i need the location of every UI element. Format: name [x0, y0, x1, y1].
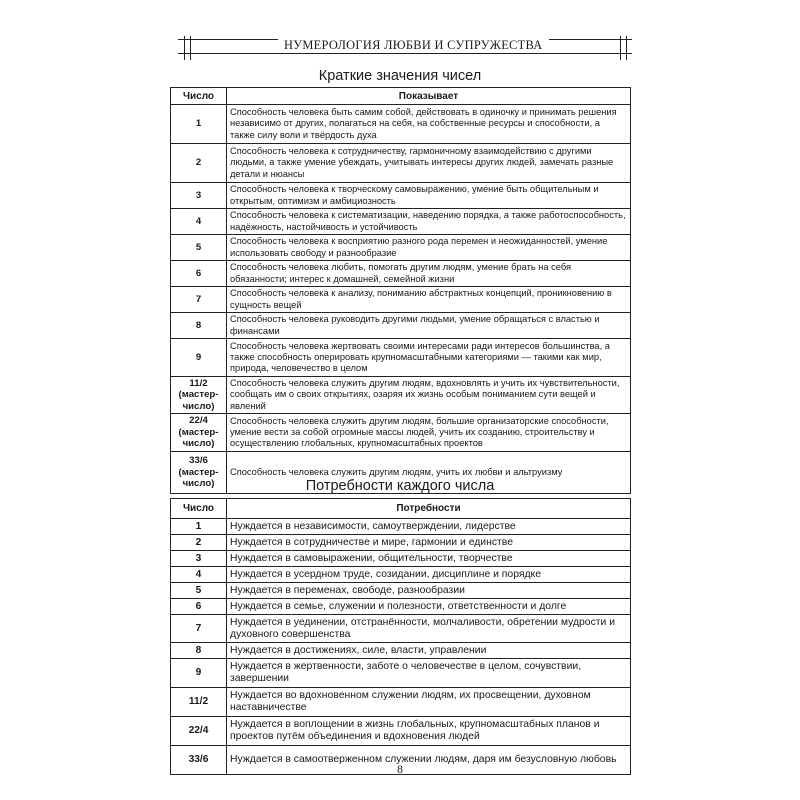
table-row [171, 551, 631, 567]
row-number: 22/4 (мастер-число) [171, 414, 227, 452]
table-row [171, 615, 631, 643]
row-number: 6 [171, 599, 227, 615]
row-text: Способность человека руководить другими людьми, умение обращаться с властью и финансами [227, 313, 631, 339]
table-header-row [171, 88, 631, 105]
row-text: Нуждается в воплощении в жизнь глобальных, крупномасштабных планов и проектов путём объединения и вдохновения людей [227, 717, 631, 746]
row-text: Способность человека к систематизации, наведению порядка, а также работоспособность, надёжность, настойчивость и устойчивость [227, 209, 631, 235]
header-title: НУМЕРОЛОГИЯ ЛЮБВИ И СУПРУЖЕСТВА [278, 38, 549, 53]
row-number: 8 [171, 313, 227, 339]
row-text: Нуждается в сотрудничестве и мире, гармонии и единстве [227, 535, 631, 551]
table-row [171, 659, 631, 688]
row-number: 5 [171, 583, 227, 599]
row-text: Способность человека к восприятию разного рода перемен и неожиданностей, умение использовать свободу и разнообразие [227, 235, 631, 261]
header-bar-left-2 [190, 36, 191, 60]
table-header-row [171, 499, 631, 519]
col-number-header: Число [171, 88, 227, 105]
needs-table [170, 498, 631, 775]
row-number: 2 [171, 144, 227, 183]
row-number: 7 [171, 287, 227, 313]
table-row [171, 144, 631, 183]
row-text: Способность человека служить другим людям, вдохновлять и учить их чувствительности, сообщать им о своих открытиях, озаряя их жизнь особым пониманием сути вещей и явлений [227, 377, 631, 414]
header-bar-right-2 [626, 36, 627, 60]
col-shows-header: Показывает [227, 88, 631, 105]
row-number: 3 [171, 183, 227, 209]
row-text: Нуждается в самовыражении, общительности, творчестве [227, 551, 631, 567]
page-number: 8 [397, 762, 403, 776]
row-text: Способность человека к анализу, пониманию абстрактных концепций, проникновению в сущность вещей [227, 287, 631, 313]
row-number: 5 [171, 235, 227, 261]
row-number: 2 [171, 535, 227, 551]
row-text: Нуждается в уединении, отстранённости, молчаливости, обретении мудрости и духовного совершенства [227, 615, 631, 643]
row-number: 4 [171, 567, 227, 583]
table-row [171, 183, 631, 209]
row-number: 22/4 [171, 717, 227, 746]
table-row [171, 313, 631, 339]
table-row [171, 567, 631, 583]
table-row [171, 583, 631, 599]
table-row [171, 519, 631, 535]
row-text: Способность человека служить другим людям, большие организаторские способности, умение вести за собой огромные массы людей, учить их созданию, строительству и осуществлению глобальных, крупномасштабных проектов [227, 414, 631, 452]
row-number: 1 [171, 519, 227, 535]
row-text: Способность человека к сотрудничеству, гармоничному взаимодействию с другими людьми, а также умение убеждать, учитывать интересы других людей, замечать разные детали и нюансы [227, 144, 631, 183]
header-rule-bottom [178, 53, 632, 54]
row-text: Способность человека служить другим людям, учить их любви и альтруизму [227, 452, 631, 494]
table-row [171, 261, 631, 287]
row-number: 7 [171, 615, 227, 643]
row-text: Нуждается в переменах, свободе, разнообразии [227, 583, 631, 599]
table-row [171, 643, 631, 659]
section2-title: Потребности каждого числа [305, 478, 495, 494]
col-number-header: Число [171, 499, 227, 519]
table-row [171, 287, 631, 313]
row-text: Способность человека быть самим собой, действовать в одиночку и принимать решения независимо от других, полагаться на себя, на собственные ресурсы и способности, а также силу воли и твёрдость духа [227, 105, 631, 144]
table-row [171, 688, 631, 717]
row-number: 9 [171, 659, 227, 688]
row-number: 3 [171, 551, 227, 567]
table-row [171, 339, 631, 377]
row-number: 1 [171, 105, 227, 144]
row-text: Нуждается в усердном труде, созидании, дисциплине и порядке [227, 567, 631, 583]
table-row [171, 235, 631, 261]
row-number: 11/2 [171, 688, 227, 717]
row-text: Нуждается во вдохновенном служении людям, их просвещении, духовном наставничестве [227, 688, 631, 717]
row-text: Способность человека жертвовать своими интересами ради интересов большинства, а также способность оперировать крупномасштабными категориями — такими как мир, природа, человечество в целом [227, 339, 631, 377]
table-row [171, 535, 631, 551]
meanings-table [170, 87, 631, 494]
row-text: Нуждается в жертвенности, заботе о человечестве в целом, сочувствии, завершении [227, 659, 631, 688]
running-header [178, 36, 632, 60]
section1-title: Краткие значения чисел [318, 68, 482, 84]
table-row [171, 414, 631, 452]
row-text: Нуждается в семье, служении и полезности, ответственности и долге [227, 599, 631, 615]
table-row [171, 105, 631, 144]
row-number: 33/6 (мастер-число) [171, 452, 227, 494]
row-text: Способность человека любить, помогать другим людям, умение брать на себя обязанности; интерес к домашней, семейной жизни [227, 261, 631, 287]
row-number: 6 [171, 261, 227, 287]
header-bar-left-1 [184, 36, 185, 60]
table-row [171, 599, 631, 615]
table-row [171, 209, 631, 235]
row-text: Способность человека к творческому самовыражению, умение быть общительным и открытым, оптимизм и амбициозность [227, 183, 631, 209]
table-row [171, 717, 631, 746]
row-text: Нуждается в самоотверженном служении людям, даря им безусловную любовь [227, 746, 631, 775]
col-needs-header: Потребности [227, 499, 631, 519]
table-row [171, 377, 631, 414]
row-number: 33/6 [171, 746, 227, 775]
row-number: 4 [171, 209, 227, 235]
row-text: Нуждается в независимости, самоутверждении, лидерстве [227, 519, 631, 535]
row-number: 9 [171, 339, 227, 377]
row-number: 11/2 (мастер-число) [171, 377, 227, 414]
header-bar-right-1 [620, 36, 621, 60]
row-number: 8 [171, 643, 227, 659]
row-text: Нуждается в достижениях, силе, власти, управлении [227, 643, 631, 659]
